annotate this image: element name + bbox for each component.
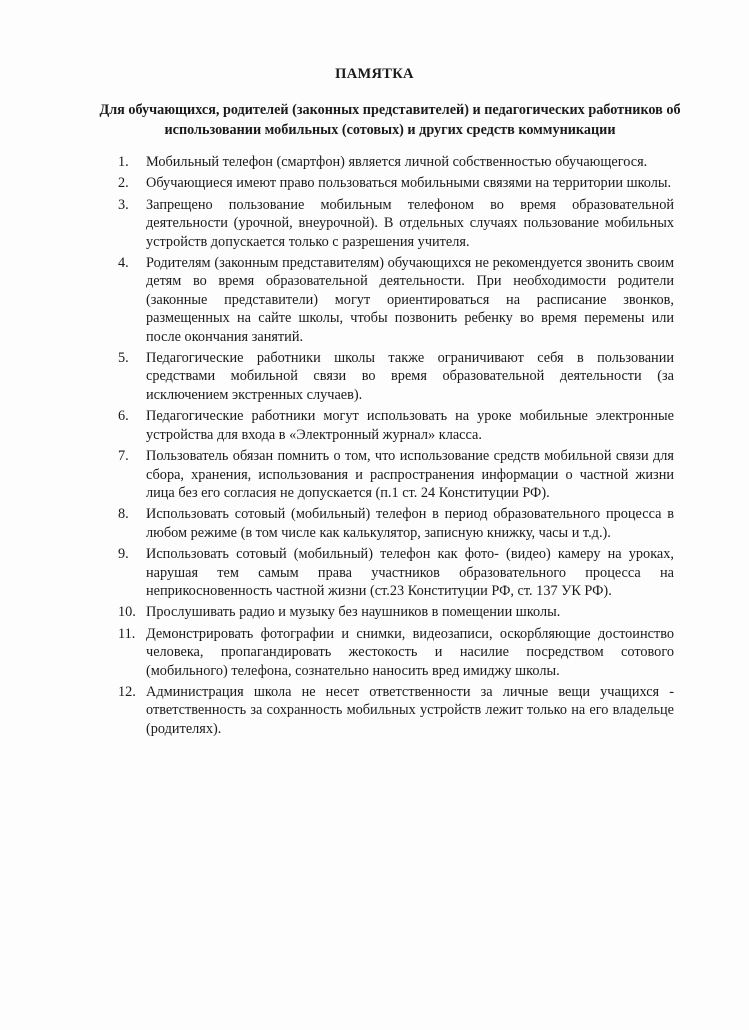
item-number: 7. <box>118 448 129 465</box>
item-number: 10. <box>118 604 136 621</box>
list-item <box>118 545 674 600</box>
list-item <box>118 254 674 346</box>
list-item <box>118 174 674 192</box>
item-text: Пользователь обязан помнить о том, что использование средств мобильной связи для сбора, хранения, использования и распространения информации о частной жизни лица без его согласия не допускается (п.1 ст. 24 Конституции РФ). <box>146 448 674 501</box>
list-item <box>118 447 674 502</box>
list-item <box>118 625 674 680</box>
item-number: 2. <box>118 175 129 192</box>
list-item <box>118 505 674 542</box>
item-text: Обучающиеся имеют право пользоваться мобильными связями на территории школы. <box>146 175 672 192</box>
item-number: 12. <box>118 683 136 700</box>
item-text: Использовать сотовый (мобильный) телефон в период образовательного процесса в любом режиме (в том числе как калькулятор, записную книжку, часы и т.д.). <box>146 506 674 541</box>
list-item <box>118 683 674 738</box>
document-title: ПАМЯТКА <box>335 66 414 82</box>
list-item <box>118 196 674 251</box>
item-number: 6. <box>118 408 129 425</box>
item-number: 1. <box>118 154 129 170</box>
item-text: Демонстрировать фотографии и снимки, видеозаписи, оскорбляющие достоинство человека, пропагандировать жестокость и насилие посредством сотового (мобильного) телефона, сознательно наносить вред имиджу школы. <box>146 625 674 679</box>
item-number: 11. <box>118 625 136 642</box>
item-text: Запрещено пользование мобильным телефоном во время образовательной деятельности (урочной, внеурочной). В отдельных случаях пользование мобильных устройств допускается только с разрешения учителя. <box>146 196 674 250</box>
item-number: 4. <box>118 255 129 272</box>
rules-list <box>118 153 674 741</box>
item-number: 9. <box>118 546 129 563</box>
list-item <box>118 349 674 404</box>
list-item <box>118 407 674 444</box>
item-text: Педагогические работники школы также ограничивают себя в пользовании средствами мобильной связи во время образовательной деятельности (за исключением экстренных случаев). <box>146 350 674 403</box>
item-text: Администрация школа не несет ответственности за личные вещи учащихся - ответственность за сохранность мобильных устройств лежит только на его владельце (родителях). <box>146 683 674 737</box>
item-text: Мобильный телефон (смартфон) является личной собственностью обучающегося. <box>146 154 648 170</box>
item-text: Прослушивать радио и музыку без наушников в помещении школы. <box>146 604 561 621</box>
list-item <box>118 153 674 171</box>
item-number: 5. <box>118 350 129 367</box>
item-number: 3. <box>118 196 129 213</box>
item-text: Родителям (законным представителям) обучающихся не рекомендуется звонить своим детям во время образовательной деятельности. При необходимости родители (законные представители) могут ориентироваться на расписание звонков, размещенных на сайте школы, чтобы позвонить ребенку во время перемены или после окончания занятий. <box>146 255 674 345</box>
document-subtitle: Для обучающихся, родителей (законных представителей) и педагогических работников об использовании мобильных (сотовых) и других средств коммуникации <box>99 102 681 138</box>
list-item <box>118 603 674 621</box>
item-text: Использовать сотовый (мобильный) телефон как фото- (видео) камеру на уроках, нарушая тем самым права участников образовательного процесса на неприкосновенность частной жизни (ст.23 Конституции РФ, ст. 137 УК РФ). <box>146 546 674 599</box>
item-number: 8. <box>118 506 129 523</box>
item-text: Педагогические работники могут использовать на уроке мобильные электронные устройства для входа в «Электронный журнал» класса. <box>146 408 674 443</box>
